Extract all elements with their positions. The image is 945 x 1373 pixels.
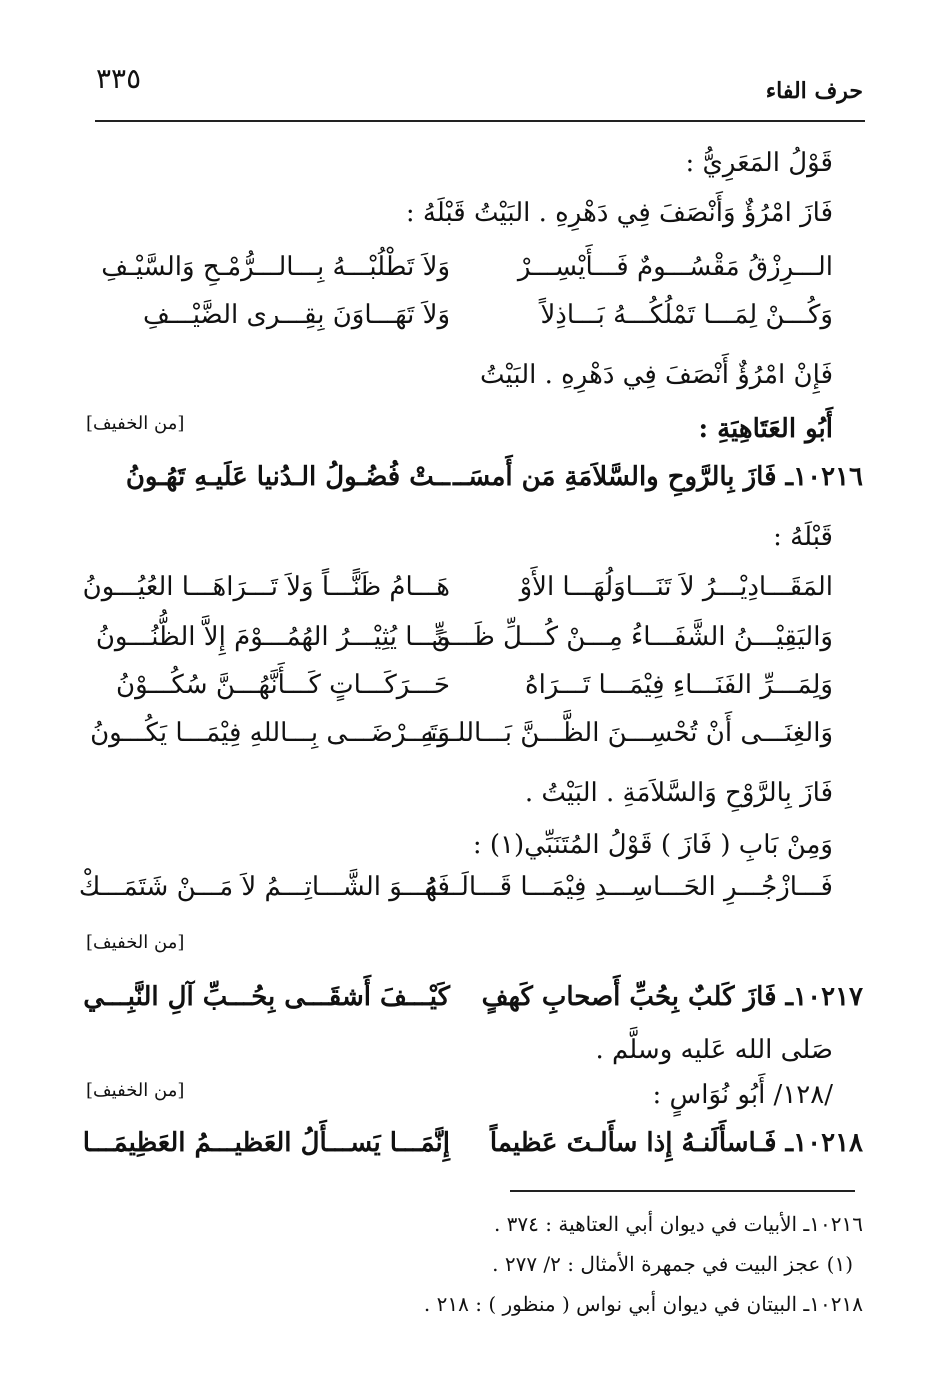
text-line: فَإِنْ امْرُؤٌ أَنْصَفَ فِي دَهْرِهِ . البَيْتُ [480,360,833,390]
verse-first-hemistich: وَلِمَـــرِّ الفَنَـــاءِ فِيْمَـــا تَـــرَاهُ [524,670,833,700]
verse-second-hemistich: هَـــامُ ظَنًّـــاً وَلاَ تَـــرَاهَـــا العُيُـــونُ [82,572,450,602]
verse-second-hemistich: وَلاَ تَطْلُبْـــهُ بِـــالـــرُّمْـحِ وَالسَّيْـفِ [101,252,450,282]
numbered-verse-first: ١٠٢١٦ـ فَازَ بِالرَّوحِ والسَّلاَمَةِ مَن أَمسَــ [453,462,863,492]
footnote-rule [510,1190,855,1192]
meter-label: [من الخفيف] [86,1080,185,1101]
footnote: ١٠٢١٨ـ البيتان في ديوان أبي نواس ( منظور ) : ٢١٨ . [423,1292,863,1316]
intro-line: قَوْلُ المَعَرِيُّ : [685,148,833,178]
text-line: وَمِنْ بَابِ ( فَازَ ) قَوْلُ المُتَنَبِّي(١) : [472,830,833,860]
numbered-verse-second: كَيْـــفَ أَشقَـــى بِحُـــبِّ آلِ النَّبِـــي [83,982,450,1012]
numbered-verse-second: ــتْ فُضُـولُ الـدُنيا عَلَيـهِ تَهُـونُ [125,462,450,492]
verse-first-hemistich: وَكُـــنْ لِمَـــا تَمْلُكُـــهُ بَـــاذِلاً [540,300,833,330]
footnote: ١٠٢١٦ـ الأبيات في ديوان أبي العتاهية : ٣٧٤ . [493,1212,863,1236]
poet-name-with-ref: /١٢٨/ أَبُو نُوَاسٍ : [652,1080,833,1110]
verse-first-hemistich: الـــرِزْقُ مَقْسُـــومٌ فَـــأَيْسِـــرْ [517,252,833,282]
meter-label: [من الخفيف] [86,413,185,434]
footnote: (١) عجز البيت في جمهرة الأمثال : ٢/ ٢٧٧ . [492,1252,853,1276]
verse-second-hemistich: فَهُـــوَ الشَّـــاتِـــمُ لاَ مَـــنْ شَتَمَـــكْ [78,872,450,902]
verse-second-hemistich: مَـــا يُثِيْـــرُ الهُمُـــوْمَ إِلاَّ الظُّنُـــونُ [95,622,450,652]
running-header-title: حرف الفاء [765,78,863,104]
page-number: ٣٣٥ [96,62,142,95]
header-rule [95,120,865,122]
text-line: فَازَ بِالرَّوْحِ وَالسَّلاَمَةِ . البَيْتُ . [524,778,833,808]
verse-second-hemistich: وَلاَ تَهَـــاوَنَ بِقِـــرى الضَّيْـــفِ [142,300,450,330]
verse-first-hemistich: وَالغِنَـــى أَنْ تُحْسِـــنَ الظَّـــنَّ بَـــاللـــهِ [420,718,833,748]
numbered-verse-first: ١٠٢١٨ـ فَـاسأَلَنـهُ إِذا سأَلـتَ عَظيماً [489,1128,863,1158]
meter-label: [من الخفيف] [86,932,185,953]
numbered-verse-second: إِنَّمَـــا يَســـأَلُ العَظيـــمُ العَظِيمَـــا [82,1128,450,1158]
text-line: قَبْلَهُ : [773,522,833,552]
verse-second-hemistich: حَـــرَكَـــاتٍ كَـــأَنَّهُـــنَّ سُكُـــوْنُ [116,670,450,700]
poet-name: أَبُو العَتَاهِيَةِ : [698,414,833,444]
text-line: فَازَ امْرُؤٌ وَأَنْصَفَ فِي دَهْرِهِ . البَيْتُ قَبْلَهُ : [405,198,833,228]
text-line: صَلى الله عَليه وسلَّم . [595,1035,833,1065]
verse-first-hemistich: المَقَـــادِيْـــرُ لاَ تَنَـــاوَلُهَـــا الأَوْ [519,572,833,602]
verse-first-hemistich: وَاليَقِيْـــنُ الشَّفَـــاءُ مِـــنْ كُـــلِّ ظَـــنٍّ [431,622,833,652]
verse-first-hemistich: فَـــازْجُـــرِ الحَـــاسِـــدِ فِيْمَـــا قَـــالَـــهُ [424,872,833,902]
verse-second-hemistich: وَتَـــرْضَـــى بِـــاللهِ فِيْمَـــا يَكُـــونُ [90,718,450,748]
numbered-verse-first: ١٠٢١٧ـ فَازَ كَلبٌ بِحُبِّ أَصحابِ كَهفٍ [481,982,863,1012]
